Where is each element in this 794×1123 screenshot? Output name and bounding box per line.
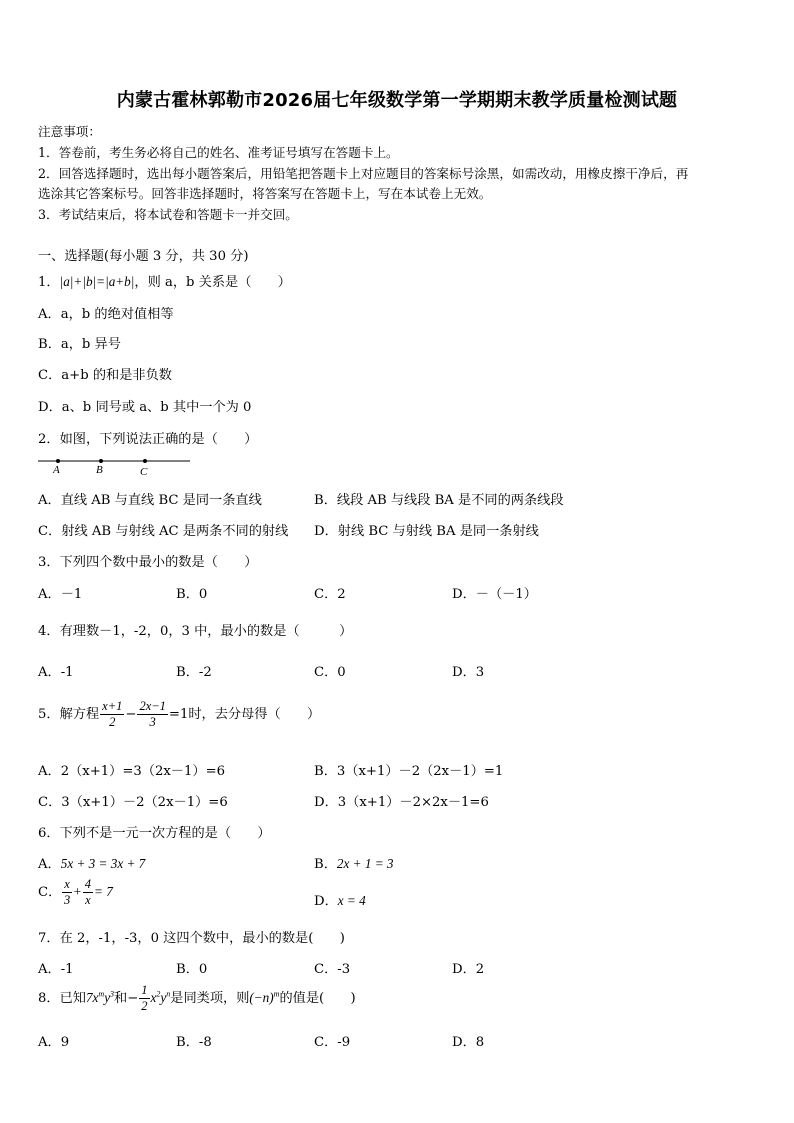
question-5-option-b: B．3（x+1）－2（2x－1）=1: [314, 764, 504, 779]
math-term: $(-n)^m$: [249, 989, 280, 1006]
question-2-option-a: A．直线 AB 与直线 BC 是同一条直线: [38, 493, 262, 508]
question-4-option-c: C．0: [314, 665, 346, 680]
math-expression: x = 4: [337, 893, 366, 908]
question-1-stem: [38, 271, 291, 290]
point-b: [99, 459, 103, 463]
question-7-option-a: A．-1: [38, 962, 74, 977]
note-item: 2．回答选择题时，选出每小题答案后，用铅笔把答题卡上对应题目的答案标号涂黑，如需改动，用橡皮擦干净后，再: [38, 166, 689, 181]
question-3-option-c: C．2: [314, 587, 346, 602]
question-1-option-c: C．a+b 的和是非负数: [38, 368, 172, 383]
question-2-option-b: B．线段 AB 与线段 BA 是不同的两条线段: [314, 493, 564, 508]
question-1-option-d: D．a、b 同号或 a、b 其中一个为 0: [38, 400, 252, 415]
point-a: [56, 459, 60, 463]
question-6-option-c: C． $\frac{x}{3}$ + $\frac{4}{x}$ = 7: [38, 877, 113, 907]
question-3-option-a: A．－1: [38, 587, 83, 602]
question-text: 时，去分母得（ ）: [188, 707, 321, 723]
point-label-c: C: [140, 466, 148, 478]
minus-sign: −: [125, 707, 137, 723]
question-text: ，则 a，b 关系是（ ）: [134, 275, 291, 290]
question-8-option-c: C．-9: [314, 1035, 351, 1050]
question-1-option-a: A．a，b 的绝对值相等: [38, 307, 174, 322]
question-7-option-d: D．2: [452, 962, 485, 977]
point-label-a: A: [53, 464, 60, 476]
fraction: $\frac{4}{x}$: [84, 877, 91, 907]
question-8-option-b: B．-8: [176, 1035, 212, 1050]
question-8-option-d: D．8: [452, 1035, 485, 1050]
note-item: 1．答卷前，考生务必将自己的姓名、准考证号填写在答题卡上。: [38, 145, 399, 160]
point-c: [143, 459, 147, 463]
question-4-option-b: B．-2: [176, 665, 212, 680]
math-expression: 5x + 3 = 3x + 7: [60, 856, 146, 871]
math-term: $7x^my^3$: [85, 989, 115, 1006]
math-term: $x^2y^n$: [150, 989, 171, 1006]
question-2-stem: 2．如图，下列说法正确的是（ ）: [38, 432, 258, 447]
section-heading: 一、选择题(每小题 3 分，共 30 分): [38, 249, 249, 264]
page-title: 内蒙古霍林郭勒市2026届七年级数学第一学期期末教学质量检测试题: [116, 90, 678, 111]
point-label-b: B: [96, 464, 103, 476]
question-7-stem: 7．在 2，-1，-3，0 这四个数中，最小的数是( ): [38, 931, 345, 946]
question-6-stem: 6．下列不是一元一次方程的是（ ）: [38, 826, 271, 841]
math-expression: |a|+|b|=|a+b|: [59, 274, 135, 289]
fraction: $\frac{x}{3}$: [63, 877, 71, 907]
question-3-option-b: B．0: [176, 587, 208, 602]
question-number: 1．: [38, 275, 60, 290]
question-6-option-b: B．2x + 1 = 3: [314, 856, 394, 872]
math-expression: 2x + 1 = 3: [336, 856, 394, 871]
question-6-option-a: A．5x + 3 = 3x + 7: [38, 856, 146, 872]
question-7-option-c: C．-3: [314, 962, 351, 977]
question-5-option-c: C．3（x+1）－2（2x－1）=6: [38, 795, 228, 810]
question-1-option-b: B．a，b 异号: [38, 337, 121, 352]
question-8-stem: 8．已知$7x^my^3$和− $\frac{1}{2}$ $x^2y^n$是同类项，则$(-n)^m$的值是( ): [38, 983, 356, 1013]
question-4-option-a: A．-1: [38, 665, 74, 680]
equals-one: =1: [168, 707, 189, 723]
question-2-option-c: C．射线 AB 与射线 AC 是两条不同的射线: [38, 524, 289, 539]
question-2-option-d: D．射线 BC 与射线 BA 是同一条射线: [314, 524, 539, 539]
question-4-stem: 4．有理数－1，-2，0，3 中，最小的数是（ ）: [38, 624, 353, 639]
fraction: $\frac{x+1}{2}$: [102, 699, 123, 729]
question-3-option-d: D．－（－1）: [452, 587, 537, 602]
question-7-option-b: B．0: [176, 962, 208, 977]
line-figure: [38, 452, 198, 478]
question-5-stem: [38, 700, 320, 729]
question-text: 5．解方程: [38, 707, 100, 723]
fraction: $\frac{2x-1}{3}$: [139, 699, 166, 729]
question-3-stem: 3．下列四个数中最小的数是（ ）: [38, 555, 258, 570]
question-6-option-d: D．x = 4: [314, 893, 366, 909]
note-item: 3．考试结束后，将本试卷和答题卡一并交回。: [38, 207, 298, 222]
question-5-option-d: D．3（x+1）－2×2x－1=6: [314, 795, 489, 810]
question-4-option-d: D．3: [452, 665, 485, 680]
note-item: 选涂其它答案标号。回答非选择题时，将答案写在答题卡上，写在本试卷上无效。: [38, 186, 492, 201]
fraction: $\frac{1}{2}$: [141, 983, 148, 1013]
question-5-option-a: A．2（x+1）=3（2x－1）=6: [38, 764, 226, 779]
notes-heading: 注意事项：: [38, 124, 101, 139]
question-8-option-a: A．9: [38, 1035, 70, 1050]
